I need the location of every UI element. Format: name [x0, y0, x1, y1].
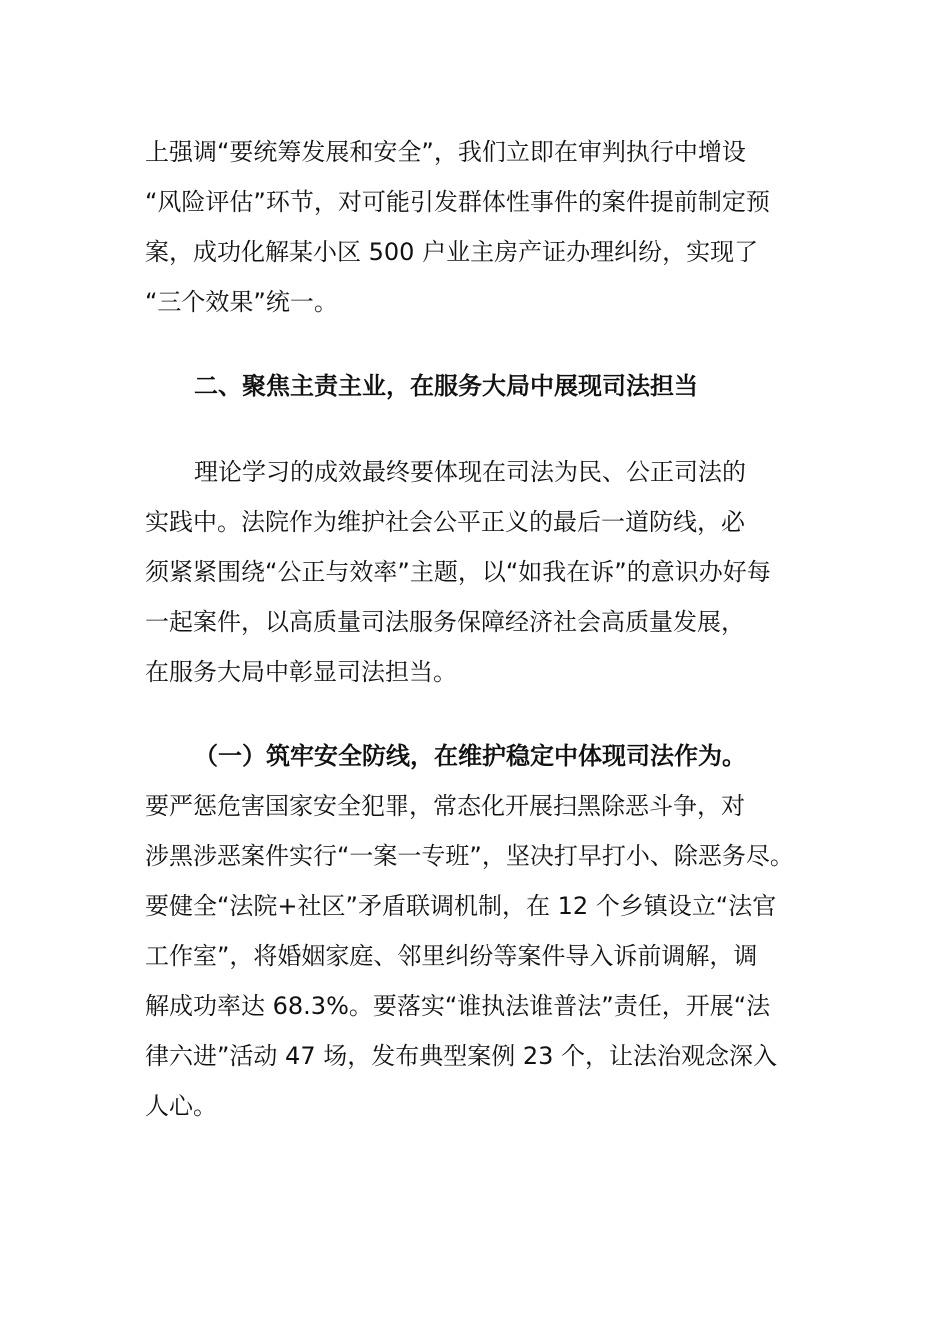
- paragraph-3-line-3: 要健全“法院+社区”矛盾联调机制，在 12 个乡镇设立“法官: [145, 892, 777, 920]
- paragraph-3-line-1: 要严惩危害国家安全犯罪，常态化开展扫黑除恶斗争，对: [145, 792, 745, 820]
- paragraph-2-line-2: 实践中。法院作为维护社会公平正义的最后一道防线，必: [145, 508, 745, 536]
- section-heading-2: 二、聚焦主责主业，在服务大局中展现司法担当: [194, 372, 698, 400]
- paragraph-1-line-4: “三个效果”统一。: [145, 288, 338, 316]
- paragraph-2-line-3: 须紧紧围绕“公正与效率”主题，以“如我在诉”的意识办好每: [145, 558, 771, 586]
- paragraph-1-line-1: 上强调“要统筹发展和安全”，我们立即在审判执行中增设: [145, 138, 746, 166]
- subsection-heading-1: （一）筑牢安全防线，在维护稳定中体现司法作为。: [194, 742, 746, 770]
- paragraph-1-line-2: “风险评估”环节，对可能引发群体性事件的案件提前制定预: [145, 188, 770, 216]
- paragraph-3-line-4: 工作室”，将婚姻家庭、邻里纠纷等案件导入诉前调解，调: [145, 942, 758, 970]
- paragraph-2-line-1: 理论学习的成效最终要体现在司法为民、公正司法的: [194, 458, 746, 486]
- paragraph-2-line-4: 一起案件，以高质量司法服务保障经济社会高质量发展，: [145, 608, 745, 636]
- paragraph-3-line-6: 律六进”活动 47 场，发布典型案例 23 个，让法治观念深入: [145, 1042, 778, 1070]
- paragraph-3-line-2: 涉黑涉恶案件实行“一案一专班”，坚决打早打小、除恶务尽。: [145, 842, 794, 870]
- paragraph-1-line-3: 案，成功化解某小区 500 户业主房产证办理纠纷，实现了: [145, 238, 759, 266]
- paragraph-3-line-5: 解成功率达 68.3%。要落实“谁执法谁普法”责任，开展“法: [145, 992, 771, 1020]
- paragraph-3-line-7: 人心。: [145, 1092, 217, 1120]
- paragraph-2-line-5: 在服务大局中彰显司法担当。: [145, 658, 457, 686]
